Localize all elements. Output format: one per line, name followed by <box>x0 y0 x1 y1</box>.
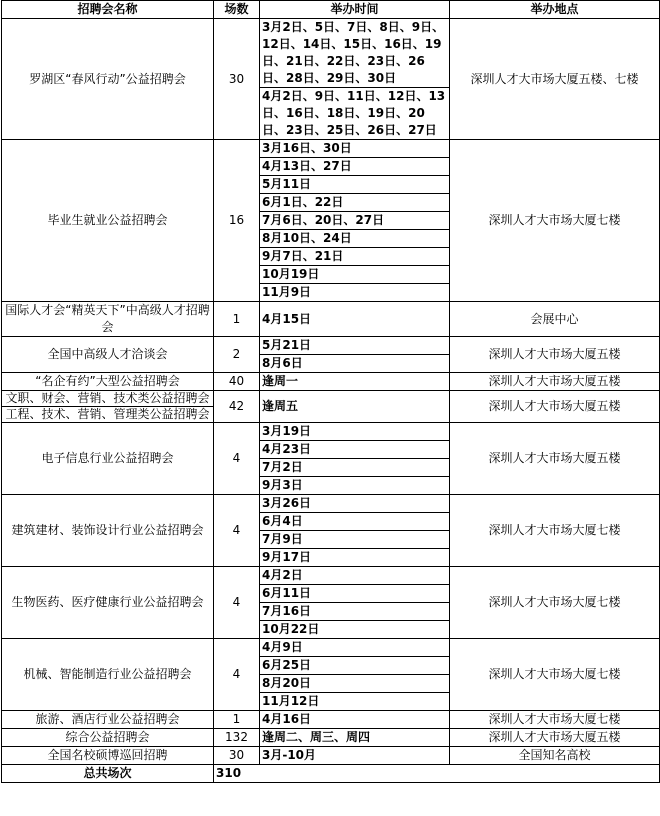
fair-dates <box>260 140 450 302</box>
fair-name: 罗湖区“春风行动”公益招聘会 <box>2 19 214 140</box>
total-row <box>2 765 660 783</box>
fair-name: 电子信息行业公益招聘会 <box>2 423 214 495</box>
date-entry: 8月6日 <box>260 354 449 372</box>
date-entry: 11月12日 <box>260 692 449 710</box>
fair-dates <box>260 373 450 391</box>
header-count: 场数 <box>214 1 260 19</box>
fair-dates <box>260 711 450 729</box>
fair-count: 42 <box>214 391 260 423</box>
date-entry: 10月22日 <box>260 620 449 638</box>
fair-place: 深圳人才大市场大厦七楼 <box>450 140 660 302</box>
table-row <box>2 495 660 567</box>
header-time: 举办时间 <box>260 1 450 19</box>
fair-dates <box>260 729 450 747</box>
date-entry: 7月2日 <box>260 458 449 476</box>
date-entry: 7月9日 <box>260 530 449 548</box>
date-entry: 10月19日 <box>260 265 449 283</box>
date-entry: 3月-10月 <box>262 748 317 762</box>
fair-count: 4 <box>214 495 260 567</box>
fair-dates <box>260 391 450 423</box>
table-row <box>2 711 660 729</box>
fair-count: 30 <box>214 19 260 140</box>
table-row <box>2 391 660 407</box>
fair-name: 生物医药、医疗健康行业公益招聘会 <box>2 567 214 639</box>
fair-place: 深圳人才大市场大厦五楼 <box>450 729 660 747</box>
date-entry: 3月2日、5日、7日、8日、9日、12日、14日、15日、16日、19日、21日、22日、23日、26日、28日、29日、30日 <box>262 20 445 85</box>
table-row <box>2 729 660 747</box>
fair-place: 深圳人才大市场大厦五楼 <box>450 391 660 423</box>
date-entry: 4月23日 <box>260 440 449 458</box>
fair-count: 132 <box>214 729 260 747</box>
fair-dates <box>260 567 450 639</box>
fair-place: 深圳人才大市场大厦五楼、七楼 <box>450 19 660 140</box>
date-entry: 3月19日 <box>262 424 312 438</box>
table-row <box>2 302 660 337</box>
date-entry: 逢周二、周三、周四 <box>262 730 371 744</box>
fair-dates <box>260 495 450 567</box>
fair-place: 深圳人才大市场大厦七楼 <box>450 495 660 567</box>
fair-count: 1 <box>214 711 260 729</box>
fair-name: 全国中高级人才洽谈会 <box>2 337 214 373</box>
date-entry: 5月21日 <box>262 338 312 352</box>
fair-count: 4 <box>214 567 260 639</box>
date-entry: 7月16日 <box>260 602 449 620</box>
fair-place: 深圳人才大市场大厦七楼 <box>450 639 660 711</box>
date-entry: 7月6日、20日、27日 <box>260 211 449 229</box>
table-row <box>2 639 660 711</box>
header-fair-name: 招聘会名称 <box>2 1 214 19</box>
date-entry: 8月20日 <box>260 674 449 692</box>
fair-name: 综合公益招聘会 <box>2 729 214 747</box>
table-row <box>2 373 660 391</box>
date-entry: 6月1日、22日 <box>260 193 449 211</box>
fair-name: 全国名校硕博巡回招聘 <box>2 747 214 765</box>
date-entry: 4月13日、27日 <box>260 157 449 175</box>
fair-name: 文职、财会、营销、技术类公益招聘会 <box>2 391 214 407</box>
fair-dates <box>260 19 450 140</box>
date-entry: 6月4日 <box>260 512 449 530</box>
fair-place: 深圳人才大市场大厦七楼 <box>450 711 660 729</box>
date-entry: 9月7日、21日 <box>260 247 449 265</box>
fair-dates <box>260 747 450 765</box>
date-entry: 4月15日 <box>262 311 312 326</box>
fair-count: 40 <box>214 373 260 391</box>
fair-name: “名企有约”大型公益招聘会 <box>2 373 214 391</box>
date-entry: 3月16日、30日 <box>262 141 352 155</box>
fair-place: 深圳人才大市场大厦五楼 <box>450 337 660 373</box>
fair-count: 4 <box>214 423 260 495</box>
fair-count: 1 <box>214 302 260 337</box>
date-entry: 4月9日 <box>262 640 303 654</box>
table-row <box>2 747 660 765</box>
fair-place: 深圳人才大市场大厦七楼 <box>450 567 660 639</box>
total-value: 310 <box>214 765 660 783</box>
date-entry: 9月3日 <box>260 476 449 494</box>
table-row <box>2 140 660 302</box>
fair-count: 4 <box>214 639 260 711</box>
date-entry: 9月17日 <box>260 548 449 566</box>
date-entry: 5月11日 <box>260 175 449 193</box>
table-row <box>2 337 660 373</box>
header-row <box>2 1 660 19</box>
fair-place: 会展中心 <box>450 302 660 337</box>
job-fair-schedule-table <box>1 0 660 783</box>
header-place: 举办地点 <box>450 1 660 19</box>
fair-name: 工程、技术、营销、管理类公益招聘会 <box>2 407 214 423</box>
fair-name: 旅游、酒店行业公益招聘会 <box>2 711 214 729</box>
fair-count: 30 <box>214 747 260 765</box>
date-entry: 4月2日、9日、11日、12日、13日、16日、18日、19日、20日、23日、25日、26日、27日 <box>260 87 449 139</box>
fair-place: 深圳人才大市场大厦五楼 <box>450 423 660 495</box>
date-entry: 6月11日 <box>260 584 449 602</box>
table-row <box>2 19 660 140</box>
date-entry: 逢周一 <box>262 374 299 388</box>
date-entry: 11月9日 <box>260 283 449 301</box>
fair-dates <box>260 423 450 495</box>
date-entry: 4月2日 <box>262 568 303 582</box>
fair-count: 2 <box>214 337 260 373</box>
table-row <box>2 567 660 639</box>
fair-name: 建筑建材、装饰设计行业公益招聘会 <box>2 495 214 567</box>
fair-dates <box>260 639 450 711</box>
date-entry: 4月16日 <box>262 712 312 726</box>
fair-place: 全国知名高校 <box>450 747 660 765</box>
fair-dates <box>260 337 450 373</box>
fair-dates <box>260 302 450 337</box>
fair-count: 16 <box>214 140 260 302</box>
fair-name: 毕业生就业公益招聘会 <box>2 140 214 302</box>
fair-name: 国际人才会“精英天下”中高级人才招聘会 <box>2 302 214 337</box>
table-row <box>2 423 660 495</box>
date-entry: 3月26日 <box>262 496 312 510</box>
date-entry: 8月10日、24日 <box>260 229 449 247</box>
fair-name: 机械、智能制造行业公益招聘会 <box>2 639 214 711</box>
date-entry: 逢周五 <box>262 399 299 413</box>
fair-place: 深圳人才大市场大厦五楼 <box>450 373 660 391</box>
date-entry: 6月25日 <box>260 656 449 674</box>
total-label: 总共场次 <box>2 765 214 783</box>
